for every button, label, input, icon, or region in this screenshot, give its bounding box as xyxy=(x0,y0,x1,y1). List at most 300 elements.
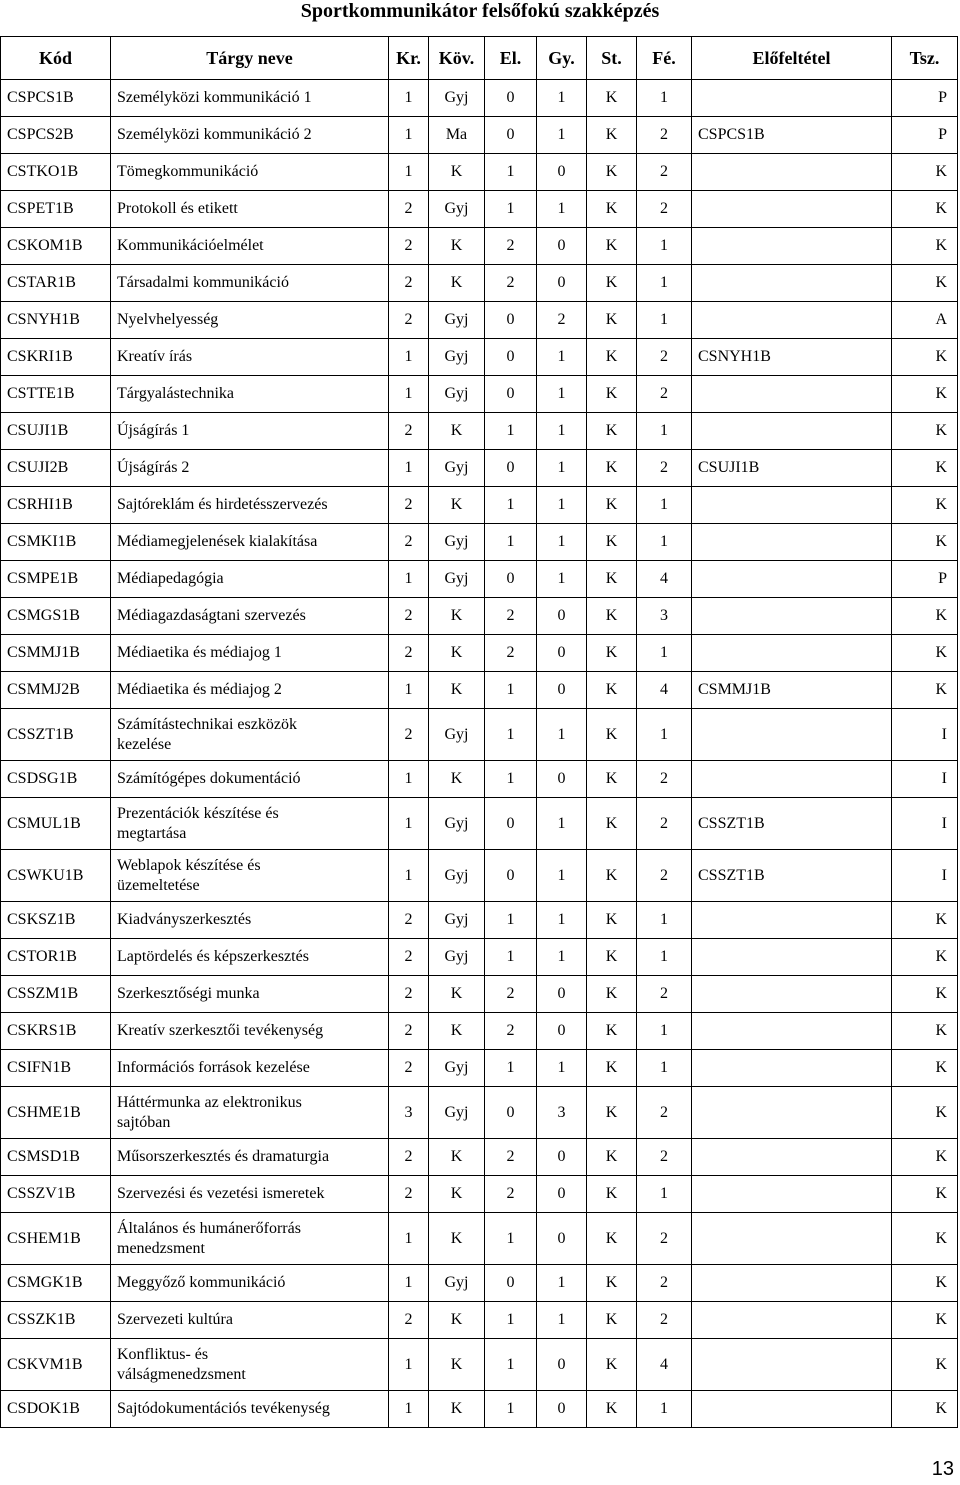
cell-department: I xyxy=(892,761,958,798)
cell-status: K xyxy=(587,154,637,191)
subject-name-text: Tömegkommunikáció xyxy=(117,163,259,180)
cell-prerequisite xyxy=(692,302,892,339)
cell-practice: 0 xyxy=(537,672,587,709)
cell-prerequisite xyxy=(692,1265,892,1302)
cell-status: K xyxy=(587,1139,637,1176)
table-row xyxy=(1,850,958,902)
cell-department: K xyxy=(892,939,958,976)
cell-semester: 1 xyxy=(637,265,692,302)
cell-credits: 2 xyxy=(389,1139,429,1176)
cell-department: I xyxy=(892,798,958,850)
cell-lectures: 1 xyxy=(485,1302,537,1339)
table-row xyxy=(1,228,958,265)
cell-credits: 2 xyxy=(389,939,429,976)
cell-requirement: Gyj xyxy=(429,1087,485,1139)
cell-department: K xyxy=(892,1265,958,1302)
cell-practice: 1 xyxy=(537,376,587,413)
cell-prerequisite xyxy=(692,1087,892,1139)
cell-semester: 1 xyxy=(637,228,692,265)
table-row xyxy=(1,798,958,850)
cell-semester: 2 xyxy=(637,761,692,798)
table-row xyxy=(1,524,958,561)
cell-practice: 2 xyxy=(537,302,587,339)
cell-requirement: K xyxy=(429,672,485,709)
cell-credits: 1 xyxy=(389,450,429,487)
cell-semester: 4 xyxy=(637,672,692,709)
cell-semester: 2 xyxy=(637,798,692,850)
cell-subject-name xyxy=(111,376,389,413)
cell-prerequisite xyxy=(692,228,892,265)
cell-practice: 1 xyxy=(537,191,587,228)
cell-code: CSTAR1B xyxy=(1,265,111,302)
cell-department: K xyxy=(892,524,958,561)
table-row xyxy=(1,761,958,798)
subject-name-text: Szervezeti kultúra xyxy=(117,1311,233,1328)
cell-subject-name xyxy=(111,154,389,191)
cell-semester: 4 xyxy=(637,1339,692,1391)
cell-credits: 2 xyxy=(389,1302,429,1339)
table-row xyxy=(1,1050,958,1087)
subject-name-text: Kreatív szerkesztői tevékenység xyxy=(117,1022,324,1039)
cell-prerequisite: CSPCS1B xyxy=(692,117,892,154)
subject-name-text: Prezentációk készítése és megtartása xyxy=(117,804,279,842)
cell-lectures: 1 xyxy=(485,709,537,761)
table-row xyxy=(1,976,958,1013)
cell-code: CSSZM1B xyxy=(1,976,111,1013)
cell-prerequisite: CSUJI1B xyxy=(692,450,892,487)
subject-name-text: Médiaetika és médiajog 1 xyxy=(117,644,282,661)
cell-lectures: 1 xyxy=(485,154,537,191)
cell-semester: 2 xyxy=(637,1087,692,1139)
cell-status: K xyxy=(587,413,637,450)
cell-practice: 0 xyxy=(537,1339,587,1391)
cell-status: K xyxy=(587,1302,637,1339)
cell-semester: 1 xyxy=(637,939,692,976)
cell-department: K xyxy=(892,1087,958,1139)
cell-status: K xyxy=(587,524,637,561)
cell-subject-name xyxy=(111,1213,389,1265)
cell-subject-name xyxy=(111,976,389,1013)
table-body xyxy=(1,80,958,1428)
cell-credits: 3 xyxy=(389,1087,429,1139)
cell-lectures: 0 xyxy=(485,1265,537,1302)
cell-code: CSMMJ2B xyxy=(1,672,111,709)
cell-subject-name xyxy=(111,1139,389,1176)
cell-semester: 2 xyxy=(637,850,692,902)
table-row xyxy=(1,265,958,302)
cell-semester: 1 xyxy=(637,1050,692,1087)
cell-prerequisite: CSSZT1B xyxy=(692,798,892,850)
cell-lectures: 2 xyxy=(485,598,537,635)
cell-requirement: K xyxy=(429,413,485,450)
cell-department: K xyxy=(892,228,958,265)
cell-lectures: 0 xyxy=(485,80,537,117)
cell-subject-name xyxy=(111,1013,389,1050)
table-row xyxy=(1,709,958,761)
cell-credits: 2 xyxy=(389,709,429,761)
cell-status: K xyxy=(587,798,637,850)
cell-semester: 2 xyxy=(637,191,692,228)
cell-credits: 2 xyxy=(389,302,429,339)
cell-status: K xyxy=(587,709,637,761)
subject-name-text: Konfliktus- és válságmenedzsment xyxy=(117,1345,246,1383)
cell-lectures: 0 xyxy=(485,376,537,413)
cell-subject-name xyxy=(111,1087,389,1139)
cell-requirement: K xyxy=(429,228,485,265)
cell-status: K xyxy=(587,1265,637,1302)
cell-credits: 1 xyxy=(389,1213,429,1265)
cell-department: I xyxy=(892,709,958,761)
cell-practice: 1 xyxy=(537,1265,587,1302)
subject-name-text: Nyelvhelyesség xyxy=(117,311,219,328)
cell-lectures: 0 xyxy=(485,561,537,598)
cell-prerequisite xyxy=(692,635,892,672)
cell-code: CSKRI1B xyxy=(1,339,111,376)
cell-code: CSDSG1B xyxy=(1,761,111,798)
subject-name-text: Társadalmi kommunikáció xyxy=(117,274,289,291)
cell-lectures: 1 xyxy=(485,1050,537,1087)
cell-requirement: Gyj xyxy=(429,850,485,902)
cell-credits: 2 xyxy=(389,413,429,450)
cell-status: K xyxy=(587,672,637,709)
cell-credits: 1 xyxy=(389,561,429,598)
cell-prerequisite xyxy=(692,1391,892,1428)
cell-code: CSPCS1B xyxy=(1,80,111,117)
cell-practice: 0 xyxy=(537,265,587,302)
cell-lectures: 0 xyxy=(485,339,537,376)
cell-code: CSIFN1B xyxy=(1,1050,111,1087)
cell-semester: 2 xyxy=(637,450,692,487)
cell-prerequisite xyxy=(692,976,892,1013)
cell-credits: 1 xyxy=(389,761,429,798)
cell-status: K xyxy=(587,117,637,154)
cell-requirement: K xyxy=(429,761,485,798)
cell-prerequisite xyxy=(692,598,892,635)
table-row xyxy=(1,1139,958,1176)
subject-name-text: Számítástechnikai eszközök kezelése xyxy=(117,715,297,753)
subject-name-text: Tárgyalástechnika xyxy=(117,385,234,402)
cell-requirement: Gyj xyxy=(429,339,485,376)
cell-department: K xyxy=(892,598,958,635)
cell-subject-name xyxy=(111,672,389,709)
column-header-practice: Gy. xyxy=(537,37,587,80)
table-row xyxy=(1,487,958,524)
cell-credits: 1 xyxy=(389,1265,429,1302)
subject-name-text: Műsorszerkesztés és dramaturgia xyxy=(117,1148,330,1165)
column-header-prerequisite: Előfeltétel xyxy=(692,37,892,80)
cell-semester: 2 xyxy=(637,117,692,154)
column-header-credits: Kr. xyxy=(389,37,429,80)
cell-semester: 1 xyxy=(637,709,692,761)
cell-status: K xyxy=(587,1339,637,1391)
table-row xyxy=(1,598,958,635)
cell-requirement: Gyj xyxy=(429,191,485,228)
cell-credits: 2 xyxy=(389,265,429,302)
cell-requirement: Gyj xyxy=(429,902,485,939)
table-row xyxy=(1,117,958,154)
cell-code: CSMGK1B xyxy=(1,1265,111,1302)
column-header-name: Tárgy neve xyxy=(111,37,389,80)
cell-lectures: 2 xyxy=(485,1176,537,1213)
cell-semester: 2 xyxy=(637,1302,692,1339)
cell-prerequisite xyxy=(692,1339,892,1391)
cell-department: K xyxy=(892,1176,958,1213)
subject-name-text: Meggyőző kommunikáció xyxy=(117,1274,286,1291)
cell-credits: 2 xyxy=(389,902,429,939)
cell-lectures: 0 xyxy=(485,1087,537,1139)
cell-prerequisite xyxy=(692,761,892,798)
cell-prerequisite xyxy=(692,1013,892,1050)
cell-semester: 1 xyxy=(637,1391,692,1428)
cell-department: K xyxy=(892,487,958,524)
table-row xyxy=(1,80,958,117)
cell-subject-name xyxy=(111,635,389,672)
cell-credits: 2 xyxy=(389,598,429,635)
cell-status: K xyxy=(587,302,637,339)
subject-name-text: Médiamegjelenések kialakítása xyxy=(117,533,318,550)
cell-status: K xyxy=(587,487,637,524)
cell-subject-name xyxy=(111,265,389,302)
cell-practice: 0 xyxy=(537,598,587,635)
cell-code: CSKOM1B xyxy=(1,228,111,265)
cell-status: K xyxy=(587,191,637,228)
cell-semester: 2 xyxy=(637,1213,692,1265)
cell-lectures: 2 xyxy=(485,265,537,302)
cell-status: K xyxy=(587,1013,637,1050)
cell-department: K xyxy=(892,191,958,228)
cell-lectures: 2 xyxy=(485,976,537,1013)
cell-lectures: 1 xyxy=(485,413,537,450)
cell-code: CSTKO1B xyxy=(1,154,111,191)
cell-code: CSPCS2B xyxy=(1,117,111,154)
subject-name-text: Protokoll és etikett xyxy=(117,200,238,217)
cell-subject-name xyxy=(111,413,389,450)
cell-department: K xyxy=(892,154,958,191)
cell-requirement: K xyxy=(429,154,485,191)
cell-requirement: K xyxy=(429,487,485,524)
cell-practice: 1 xyxy=(537,339,587,376)
cell-semester: 1 xyxy=(637,1013,692,1050)
cell-prerequisite xyxy=(692,376,892,413)
cell-code: CSMMJ1B xyxy=(1,635,111,672)
cell-practice: 3 xyxy=(537,1087,587,1139)
cell-department: K xyxy=(892,265,958,302)
cell-requirement: K xyxy=(429,1139,485,1176)
cell-practice: 1 xyxy=(537,709,587,761)
cell-subject-name xyxy=(111,450,389,487)
table-row xyxy=(1,1391,958,1428)
cell-semester: 2 xyxy=(637,376,692,413)
cell-subject-name xyxy=(111,1302,389,1339)
cell-credits: 2 xyxy=(389,1050,429,1087)
cell-semester: 3 xyxy=(637,598,692,635)
cell-prerequisite xyxy=(692,1302,892,1339)
cell-code: CSSZK1B xyxy=(1,1302,111,1339)
cell-lectures: 2 xyxy=(485,1139,537,1176)
cell-prerequisite xyxy=(692,1213,892,1265)
subject-name-text: Információs források kezelése xyxy=(117,1059,310,1076)
cell-practice: 0 xyxy=(537,1213,587,1265)
subject-name-text: Weblapok készítése és üzemeltetése xyxy=(117,856,261,894)
cell-code: CSHEM1B xyxy=(1,1213,111,1265)
cell-department: K xyxy=(892,413,958,450)
cell-practice: 0 xyxy=(537,635,587,672)
cell-lectures: 1 xyxy=(485,902,537,939)
cell-prerequisite xyxy=(692,413,892,450)
cell-credits: 2 xyxy=(389,191,429,228)
cell-lectures: 0 xyxy=(485,302,537,339)
cell-semester: 1 xyxy=(637,635,692,672)
cell-credits: 2 xyxy=(389,1013,429,1050)
cell-subject-name xyxy=(111,850,389,902)
table-row xyxy=(1,939,958,976)
cell-semester: 1 xyxy=(637,413,692,450)
cell-status: K xyxy=(587,598,637,635)
page-number: 13 xyxy=(931,1458,954,1480)
subject-name-text: Kiadványszerkesztés xyxy=(117,911,252,928)
cell-status: K xyxy=(587,1176,637,1213)
cell-requirement: K xyxy=(429,1339,485,1391)
cell-practice: 0 xyxy=(537,1013,587,1050)
cell-credits: 2 xyxy=(389,1176,429,1213)
cell-status: K xyxy=(587,635,637,672)
cell-practice: 0 xyxy=(537,154,587,191)
cell-code: CSTTE1B xyxy=(1,376,111,413)
cell-status: K xyxy=(587,450,637,487)
cell-requirement: Gyj xyxy=(429,524,485,561)
cell-department: A xyxy=(892,302,958,339)
subject-name-text: Újságírás 2 xyxy=(117,459,190,476)
cell-practice: 1 xyxy=(537,117,587,154)
cell-practice: 1 xyxy=(537,561,587,598)
cell-credits: 1 xyxy=(389,850,429,902)
cell-department: K xyxy=(892,672,958,709)
cell-prerequisite xyxy=(692,80,892,117)
cell-requirement: Gyj xyxy=(429,80,485,117)
cell-status: K xyxy=(587,80,637,117)
cell-lectures: 1 xyxy=(485,524,537,561)
cell-department: K xyxy=(892,1391,958,1428)
cell-department: K xyxy=(892,1339,958,1391)
cell-practice: 0 xyxy=(537,976,587,1013)
cell-practice: 0 xyxy=(537,1176,587,1213)
cell-practice: 1 xyxy=(537,80,587,117)
table-row xyxy=(1,1176,958,1213)
cell-department: I xyxy=(892,850,958,902)
column-header-department: Tsz. xyxy=(892,37,958,80)
cell-status: K xyxy=(587,265,637,302)
subject-name-text: Sajtódokumentációs tevékenység xyxy=(117,1400,330,1417)
cell-lectures: 1 xyxy=(485,1339,537,1391)
cell-semester: 1 xyxy=(637,302,692,339)
cell-code: CSRHI1B xyxy=(1,487,111,524)
column-header-requirement: Köv. xyxy=(429,37,485,80)
cell-semester: 2 xyxy=(637,1139,692,1176)
table-row xyxy=(1,1302,958,1339)
cell-lectures: 1 xyxy=(485,939,537,976)
cell-code: CSMPE1B xyxy=(1,561,111,598)
cell-practice: 0 xyxy=(537,1139,587,1176)
cell-subject-name xyxy=(111,228,389,265)
subject-name-text: Általános és humánerőforrás menedzsment xyxy=(117,1219,301,1257)
cell-prerequisite: CSMMJ1B xyxy=(692,672,892,709)
cell-requirement: K xyxy=(429,976,485,1013)
cell-practice: 1 xyxy=(537,1050,587,1087)
cell-subject-name xyxy=(111,709,389,761)
cell-prerequisite xyxy=(692,265,892,302)
cell-semester: 4 xyxy=(637,561,692,598)
cell-subject-name xyxy=(111,1176,389,1213)
cell-lectures: 1 xyxy=(485,487,537,524)
cell-requirement: K xyxy=(429,1213,485,1265)
cell-department: K xyxy=(892,1302,958,1339)
cell-code: CSKSZ1B xyxy=(1,902,111,939)
cell-subject-name xyxy=(111,302,389,339)
cell-lectures: 2 xyxy=(485,1013,537,1050)
cell-code: CSKRS1B xyxy=(1,1013,111,1050)
cell-subject-name xyxy=(111,1265,389,1302)
cell-subject-name xyxy=(111,798,389,850)
cell-requirement: Gyj xyxy=(429,561,485,598)
cell-credits: 1 xyxy=(389,117,429,154)
table-row xyxy=(1,672,958,709)
cell-requirement: K xyxy=(429,598,485,635)
table-row xyxy=(1,1087,958,1139)
cell-practice: 0 xyxy=(537,228,587,265)
cell-department: K xyxy=(892,976,958,1013)
cell-lectures: 0 xyxy=(485,850,537,902)
cell-department: P xyxy=(892,80,958,117)
column-header-lectures: El. xyxy=(485,37,537,80)
subjects-table xyxy=(0,36,958,1428)
cell-status: K xyxy=(587,902,637,939)
cell-subject-name xyxy=(111,902,389,939)
cell-lectures: 2 xyxy=(485,635,537,672)
cell-semester: 1 xyxy=(637,487,692,524)
cell-credits: 1 xyxy=(389,1339,429,1391)
cell-practice: 1 xyxy=(537,1302,587,1339)
cell-prerequisite xyxy=(692,487,892,524)
cell-prerequisite xyxy=(692,1050,892,1087)
cell-status: K xyxy=(587,850,637,902)
document-title: Sportkommunikátor felsőfokú szakképzés xyxy=(300,0,660,22)
cell-department: K xyxy=(892,1050,958,1087)
cell-requirement: Gyj xyxy=(429,939,485,976)
cell-department: K xyxy=(892,1013,958,1050)
subject-name-text: Személyközi kommunikáció 1 xyxy=(117,89,312,106)
cell-requirement: K xyxy=(429,1013,485,1050)
table-row xyxy=(1,1013,958,1050)
cell-code: CSWKU1B xyxy=(1,850,111,902)
cell-subject-name xyxy=(111,561,389,598)
cell-semester: 2 xyxy=(637,1265,692,1302)
cell-code: CSMSD1B xyxy=(1,1139,111,1176)
table-row xyxy=(1,413,958,450)
cell-semester: 1 xyxy=(637,524,692,561)
cell-subject-name xyxy=(111,1391,389,1428)
cell-semester: 2 xyxy=(637,339,692,376)
table-row xyxy=(1,191,958,228)
cell-lectures: 1 xyxy=(485,672,537,709)
cell-prerequisite xyxy=(692,902,892,939)
table-row xyxy=(1,302,958,339)
cell-practice: 1 xyxy=(537,798,587,850)
cell-prerequisite xyxy=(692,939,892,976)
cell-lectures: 0 xyxy=(485,450,537,487)
subject-name-text: Kreatív írás xyxy=(117,348,193,365)
table-row xyxy=(1,450,958,487)
cell-prerequisite xyxy=(692,154,892,191)
